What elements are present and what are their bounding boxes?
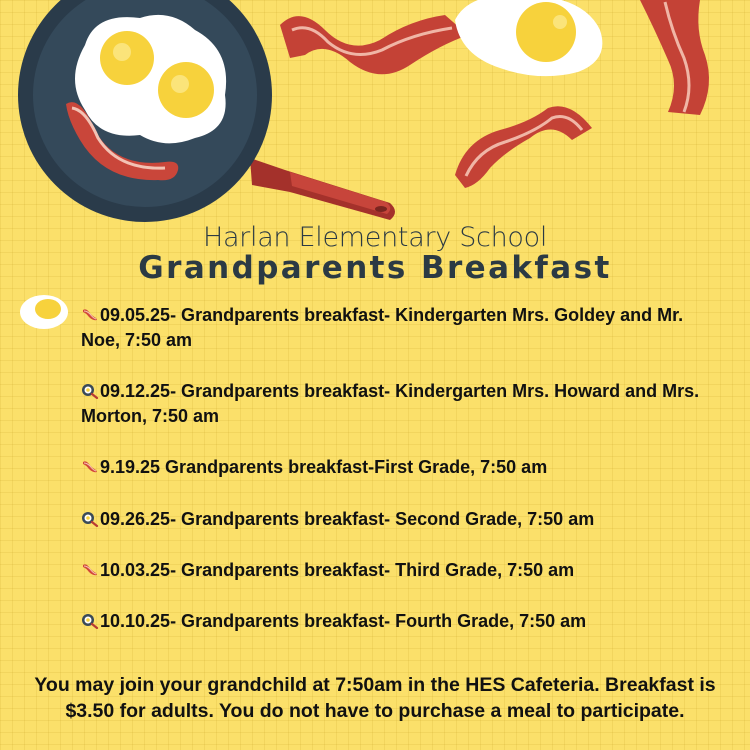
- frying-pan-icon: [81, 613, 99, 629]
- frying-pan-handle: [250, 158, 395, 220]
- footer-note: You may join your grandchild at 7:50am in the HES Cafeteria. Breakfast is $3.50 for adults. You do not have to purchase a meal to participate.: [34, 674, 716, 722]
- event-item: 09.12.25- Grandparents breakfast- Kindergarten Mrs. Howard and Mrs. Morton, 7:50 am: [81, 381, 700, 426]
- event-item: 09.05.25- Grandparents breakfast- Kindergarten Mrs. Goldey and Mr. Noe, 7:50 am: [81, 305, 684, 350]
- bacon-icon: [81, 459, 99, 475]
- event-item: 09.26.25- Grandparents breakfast- Second Grade, 7:50 am: [81, 507, 701, 532]
- event-item: 9.19.25 Grandparents breakfast-First Grade, 7:50 am: [81, 455, 701, 480]
- bacon-strip-icon: [640, 0, 709, 115]
- frying-pan-icon: [81, 383, 99, 399]
- frying-pan-icon: [81, 511, 99, 527]
- bacon-strip-icon: [455, 106, 592, 188]
- fried-egg-icon: [20, 295, 68, 329]
- event-item: 10.03.25- Grandparents breakfast- Third Grade, 7:50 am: [81, 558, 701, 583]
- bacon-icon: [81, 307, 99, 323]
- bacon-strip-icon: [280, 15, 468, 74]
- event-item: 10.10.25- Grandparents breakfast- Fourth Grade, 7:50 am: [81, 609, 701, 634]
- event-title: Grandparents Breakfast: [138, 250, 612, 286]
- fried-egg-icon: [455, 0, 602, 76]
- school-name: Harlan Elementary School: [202, 222, 548, 253]
- bacon-icon: [81, 562, 99, 578]
